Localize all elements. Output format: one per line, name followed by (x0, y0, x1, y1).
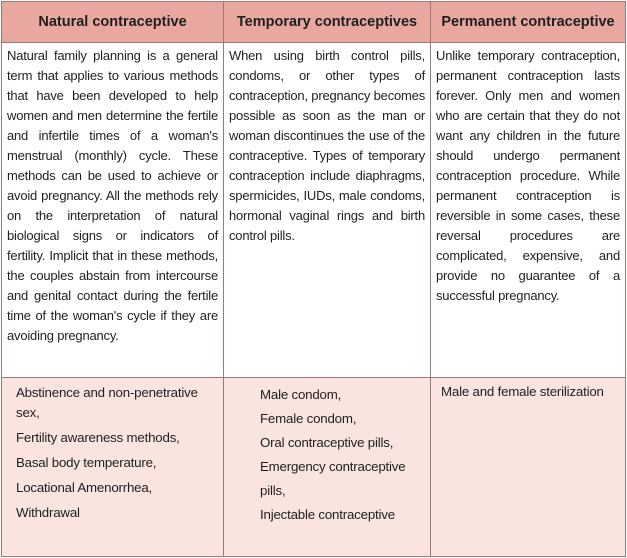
examples-natural (2, 378, 224, 557)
list-item: Fertility awareness methods, (16, 430, 180, 445)
list-item: Withdrawal (16, 505, 80, 520)
list-item: Male condom, (260, 387, 342, 402)
header-temporary: Temporary contraceptives (224, 2, 431, 43)
list-item: Locational Amenorrhea, (16, 480, 153, 495)
description-permanent: Unlike temporary contraception, permanent contraception lasts forever. Only men and women who are certain that they do not want any children in the future should undergo permanent contraception procedure. While permanent contraception is reversible in some cases, these reversal procedures are complicated, expensive, and provide no guarantee of a successful pregnancy. (431, 43, 626, 378)
description-row (2, 43, 626, 378)
contraceptive-comparison-table (1, 1, 626, 557)
natural-methods-list (8, 383, 217, 523)
list-item: Injectable contraceptive (260, 507, 395, 522)
list-item: Female condom, (260, 411, 357, 426)
permanent-methods-list (437, 380, 619, 404)
header-row (2, 2, 626, 43)
list-item: Abstinence and non-penetrative sex, (16, 385, 198, 420)
description-temporary: When using birth control pills, condoms, or other types of contraception, pregnancy becomes possible as soon as the man or woman discontinues the use of the contraceptive. Types of temporary contraception include diaphragms, spermicides, IUDs, male condoms, hormonal vaginal rings and birth control pills. (224, 43, 431, 378)
examples-temporary (224, 378, 431, 557)
description-natural: Natural family planning is a general term that applies to various methods that have been developed to help women and men determine the fertile and infertile times of a woman's menstrual (monthly) cycle. These methods can be used to achieve or avoid pregnancy. All the methods rely on the interpretation of natural biological signs or indicators of fertility. Implicit that in these methods, the couples abstain from intercourse and genital contact during the fertile time of the woman's cycle if they are avoiding pregnancy. (2, 43, 224, 378)
examples-row (2, 378, 626, 557)
list-item: Basal body temperature, (16, 455, 157, 470)
temporary-methods-list (230, 383, 424, 527)
list-item: Male and female sterilization (441, 384, 604, 399)
list-item: Oral contraceptive pills, (260, 435, 394, 450)
header-natural: Natural contraceptive (2, 2, 224, 43)
list-item: Emergency contraceptive pills, (260, 459, 406, 498)
header-permanent: Permanent contraceptive (431, 2, 626, 43)
examples-permanent (431, 378, 626, 557)
